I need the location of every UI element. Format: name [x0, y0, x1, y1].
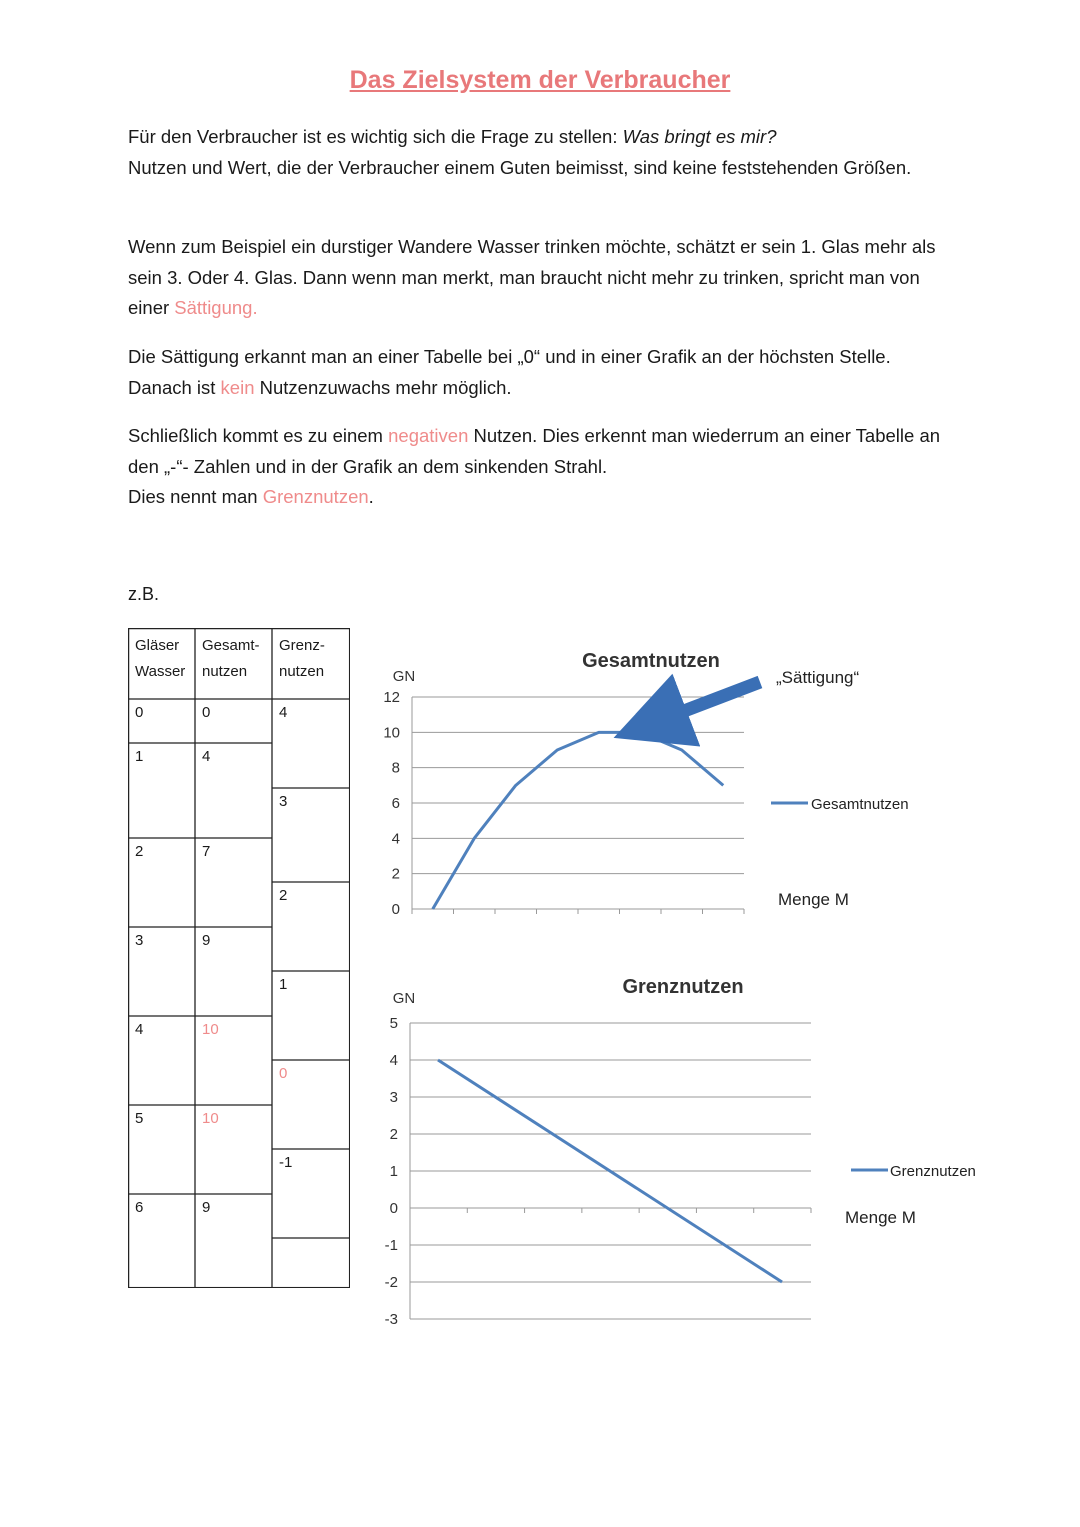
- gesamtnutzen-cell: 9: [202, 932, 211, 949]
- paragraph-3: Die Sättigung erkannt man an einer Tabelle bei „0“ und in einer Grafik an der höchsten Stelle. Danach ist kein Nutzenzuwachs mehr möglich.: [128, 346, 891, 398]
- grenznutzen-cell: -1: [279, 1154, 293, 1171]
- gesamtnutzen-cell: 9: [202, 1199, 211, 1216]
- term-kein: kein: [220, 376, 255, 398]
- glaeser-cell: 1: [135, 748, 144, 765]
- paragraph-1: Für den Verbraucher ist es wichtig sich die Frage zu stellen: Was bringt es mir? Nutzen und Wert, die der Verbraucher einem Guten beimisst, sind keine feststehenden Größen.: [128, 126, 912, 178]
- y-tick-label: 2: [391, 865, 400, 883]
- y-tick-label: 8: [391, 759, 400, 777]
- paragraph-2: Wenn zum Beispiel ein durstiger Wandere Wasser trinken möchte, schätzt er sein 1. Glas mehr als sein 3. Oder 4. Glas. Dann wenn man merkt, man braucht nicht mehr zu trinken, spricht man von einer Sättigung.: [128, 236, 936, 318]
- chart1-title: Gesamtnutzen: [582, 650, 720, 672]
- term-saettigung: Sättigung.: [174, 297, 258, 318]
- gesamtnutzen-cell: 0: [202, 704, 211, 721]
- grenznutzen-cell: 1: [279, 976, 288, 993]
- y-tick-label: 6: [391, 795, 400, 812]
- gesamtnutzen-cell: 4: [202, 748, 211, 765]
- y-tick-label: 2: [389, 1126, 398, 1143]
- glaeser-cell: 5: [135, 1110, 144, 1127]
- question-text: Was bringt es mir?: [622, 126, 777, 147]
- chart2-xlabel: Menge M: [845, 1208, 916, 1227]
- saettigung-arrow-icon: [650, 682, 760, 724]
- header-grenznutzen: Grenz- nutzen: [279, 637, 325, 680]
- y-tick-label: 10: [383, 724, 400, 742]
- y-tick-label: 12: [383, 689, 400, 706]
- gesamtnutzen-cell: 10: [202, 1021, 219, 1038]
- chart1-ylabel: GN: [392, 668, 416, 685]
- chart2-legend-label: Grenznutzen: [890, 1163, 976, 1180]
- chart1-legend-label: Gesamtnutzen: [811, 796, 909, 813]
- gesamtnutzen-series-line: [433, 732, 724, 909]
- gesamtnutzen-chart: [383, 650, 908, 918]
- y-tick-label: 3: [389, 1089, 398, 1106]
- glaeser-cell: 2: [135, 843, 144, 860]
- example-label: z.B.: [128, 584, 160, 604]
- glaeser-cell: 0: [135, 704, 144, 721]
- chart2-title: Grenznutzen: [622, 976, 744, 998]
- glaeser-cell: 6: [135, 1199, 144, 1216]
- grenznutzen-cell: 2: [279, 887, 288, 904]
- y-tick-label: -3: [384, 1311, 398, 1328]
- saettigung-annotation: „Sättigung“: [776, 668, 860, 687]
- chart1-xlabel: Menge M: [778, 890, 849, 909]
- term-grenznutzen: Grenznutzen: [262, 486, 369, 507]
- header-glaeser: Gläser Wasser: [135, 637, 186, 680]
- y-tick-label: 4: [389, 1052, 398, 1069]
- grenznutzen-cell: 3: [279, 793, 288, 810]
- chart2-ylabel: GN: [392, 990, 416, 1007]
- y-tick-label: 4: [391, 830, 400, 848]
- glaeser-cell: 3: [135, 932, 144, 949]
- paragraph-4: Schließlich kommt es zu einem negativen Nutzen. Dies erkennt man wiederrum an einer Tabelle an den „-“- Zahlen und in der Grafik an dem sinkenden Strahl. Dies nennt man Grenznutzen.: [128, 425, 941, 507]
- grenznutzen-cell: 0: [279, 1065, 288, 1082]
- y-tick-label: 0: [389, 1200, 398, 1217]
- term-negativen: negativen: [388, 425, 469, 446]
- y-tick-label: 1: [389, 1163, 398, 1180]
- y-tick-label: 5: [389, 1015, 398, 1032]
- page-title: Das Zielsystem der Verbraucher: [349, 66, 731, 94]
- y-tick-label: -2: [384, 1274, 398, 1291]
- gesamtnutzen-cell: 7: [202, 843, 211, 860]
- glaeser-cell: 4: [135, 1021, 144, 1038]
- y-tick-label: 0: [391, 901, 400, 918]
- gesamtnutzen-cell: 10: [202, 1110, 219, 1127]
- y-tick-label: -1: [384, 1237, 398, 1254]
- grenznutzen-cell: 4: [279, 704, 288, 721]
- grenznutzen-chart: [385, 976, 976, 1328]
- header-gesamtnutzen: Gesamt- nutzen: [202, 637, 260, 680]
